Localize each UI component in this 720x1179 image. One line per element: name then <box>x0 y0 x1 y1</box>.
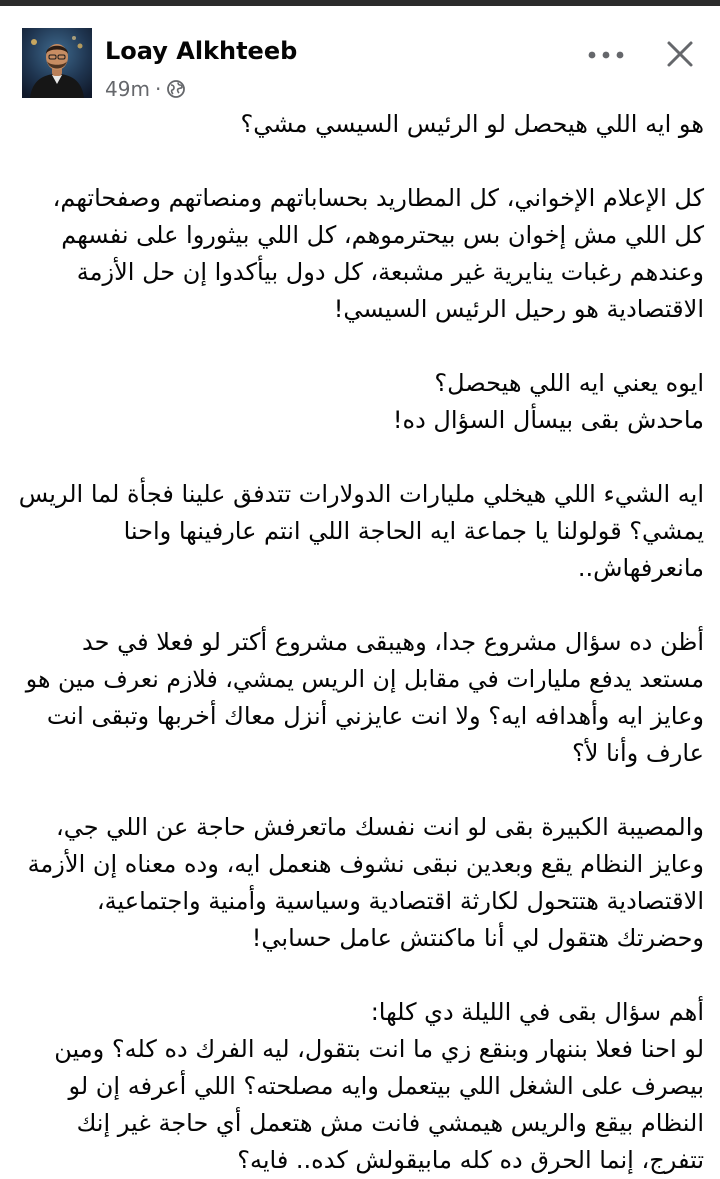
text-line: الاقتصادية هو رحيل الرئيس السيسي! <box>333 295 704 323</box>
paragraph <box>18 624 704 772</box>
text-line: هو ايه اللي هيحصل لو الرئيس السيسي مشي؟ <box>240 110 704 138</box>
close-icon <box>665 39 695 69</box>
more-options-button[interactable] <box>584 40 628 70</box>
text-line: ايوه يعني ايه اللي هيحصل؟ <box>434 369 704 397</box>
text-line: مستعد يدفع مليارات في مقابل إن الريس يمشي، فلازم نعرف مين هو <box>25 665 704 693</box>
author-name[interactable]: Loay Alkhteeb <box>105 37 298 65</box>
close-button[interactable] <box>660 34 700 74</box>
globe-icon[interactable] <box>166 79 186 99</box>
post-meta <box>105 76 186 102</box>
text-line: لو احنا فعلا بننهار وبنقع زي ما انت بتقول، ليه الفرك ده كله؟ ومين <box>54 1035 704 1063</box>
text-line: والمصيبة الكبيرة بقى لو انت نفسك ماتعرفش حاجة عن اللي جي، <box>55 813 704 841</box>
paragraph <box>18 994 704 1179</box>
text-line: مانعرفهاش.. <box>577 554 704 582</box>
avatar[interactable] <box>22 28 92 98</box>
paragraph <box>18 476 704 587</box>
meta-separator: · <box>154 77 162 101</box>
text-line: وعندهم رغبات ينايرية غير مشبعة، كل دول بيأكدوا إن حل الأزمة <box>76 258 704 286</box>
text-line: النظام بيقع والريس هيمشي فانت مش هتعمل أي حاجة غير إنك <box>76 1109 704 1137</box>
text-line: وعايز النظام يقع وبعدين نبقى نشوف هنعمل ايه، وده معناه إن الأزمة <box>27 850 704 878</box>
paragraph <box>18 180 704 328</box>
text-line: الاقتصادية هتتحول لكارثة اقتصادية وسياسية وأمنية واجتماعية، <box>96 887 704 915</box>
text-line: يمشي؟ قولولنا يا جماعة ايه الحاجة اللي انتم عارفينها واحنا <box>123 517 704 545</box>
post-header <box>0 6 720 106</box>
text-line: أهم سؤال بقى في الليلة دي كلها: <box>370 998 704 1026</box>
text-line: ايه الشيء اللي هيخلي مليارات الدولارات تتدفق علينا فجأة لما الريس <box>18 480 704 508</box>
post-text <box>18 106 704 1174</box>
text-line: تتفرج، إنما الحرق ده كله مابيقولش كده.. فايه؟ <box>237 1146 704 1174</box>
text-line: كل اللي مش إخوان بس بيحترموهم، كل اللي بيثوروا على نفسهم <box>61 221 704 249</box>
text-line: وعايز ايه وأهدافه ايه؟ ولا انت عايزني أنزل معاك أخربها وتبقى انت <box>46 702 704 730</box>
paragraph <box>18 106 704 143</box>
text-line: عارف وأنا لأ؟ <box>571 739 704 767</box>
paragraph <box>18 365 704 439</box>
text-line: بيصرف على الشغل اللي بيتعمل وايه مصلحته؟ اللي أعرفه إن لو <box>68 1072 704 1100</box>
text-line: أظن ده سؤال مشروع جدا، وهيبقى مشروع أكتر لو فعلا في حد <box>82 628 704 656</box>
paragraph <box>18 809 704 957</box>
more-dots-icon <box>584 49 628 61</box>
text-line: ماحدش بقى بيسأل السؤال ده! <box>392 406 704 434</box>
post-time[interactable]: 49m <box>105 77 150 101</box>
text-line: كل الإعلام الإخواني، كل المطاريد بحساباتهم ومنصاتهم وصفحاتهم، <box>52 184 704 212</box>
avatar-image <box>22 28 92 98</box>
text-line: وحضرتك هتقول لي أنا ماكنتش عامل حسابي! <box>251 924 704 952</box>
